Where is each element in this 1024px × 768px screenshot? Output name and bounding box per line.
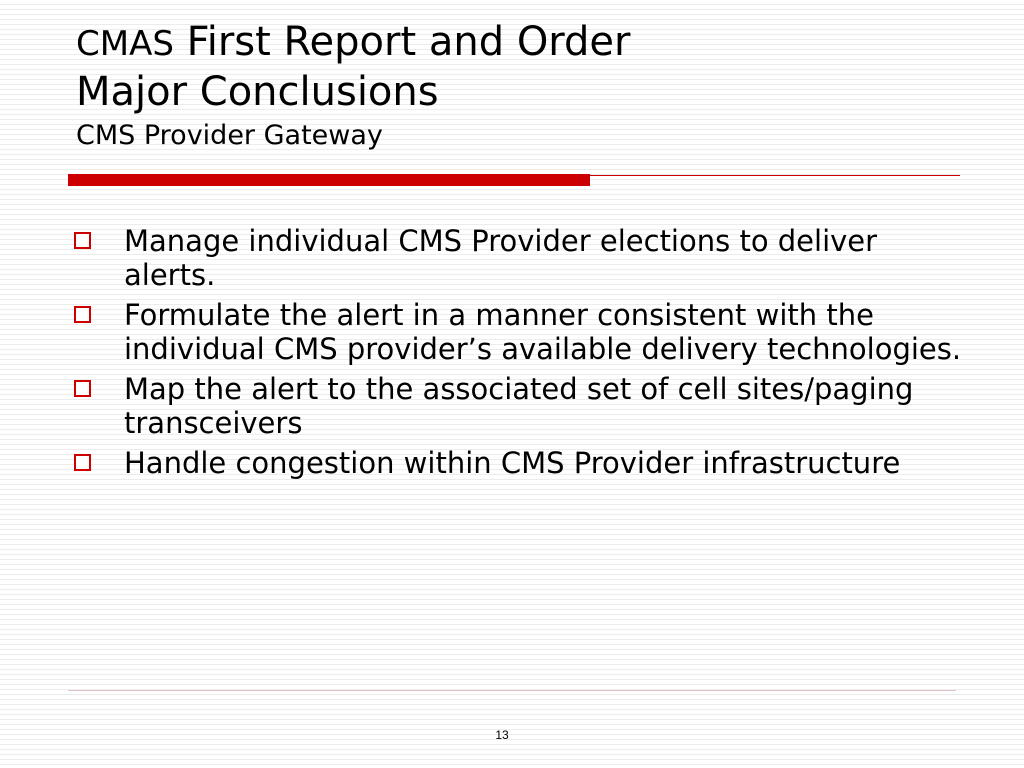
- title-divider-thick: [68, 174, 590, 186]
- slide-title-line-2: Major Conclusions: [76, 69, 439, 115]
- slide-title-block: [76, 18, 976, 154]
- bullet-list: [74, 224, 964, 486]
- bullet-text: Formulate the alert in a manner consistent with the individual CMS provider’s available delivery technologies.: [124, 298, 962, 366]
- title-divider: [68, 174, 960, 186]
- title-divider-thin: [590, 175, 960, 176]
- bullet-item: [74, 446, 964, 480]
- bullet-text: Manage individual CMS Provider elections to deliver alerts.: [124, 224, 878, 292]
- slide-title-line-1: [76, 18, 976, 68]
- bullet-item: [74, 224, 964, 292]
- bullet-item: [74, 372, 964, 440]
- hollow-square-bullet-icon: [74, 232, 91, 249]
- footer-divider: [68, 690, 956, 691]
- hollow-square-bullet-icon: [74, 454, 91, 471]
- slide-subtitle: CMS Provider Gateway: [76, 120, 383, 151]
- page-number: 13: [495, 728, 509, 742]
- bullet-item: [74, 298, 964, 366]
- hollow-square-bullet-icon: [74, 306, 91, 323]
- title-acronym: CMAS: [76, 24, 174, 64]
- bullet-text: Map the alert to the associated set of cell sites/paging transceivers: [124, 372, 914, 440]
- hollow-square-bullet-icon: [74, 380, 91, 397]
- title-line-1-text: First Report and Order: [173, 19, 631, 65]
- bullet-text: Handle congestion within CMS Provider infrastructure: [124, 446, 901, 480]
